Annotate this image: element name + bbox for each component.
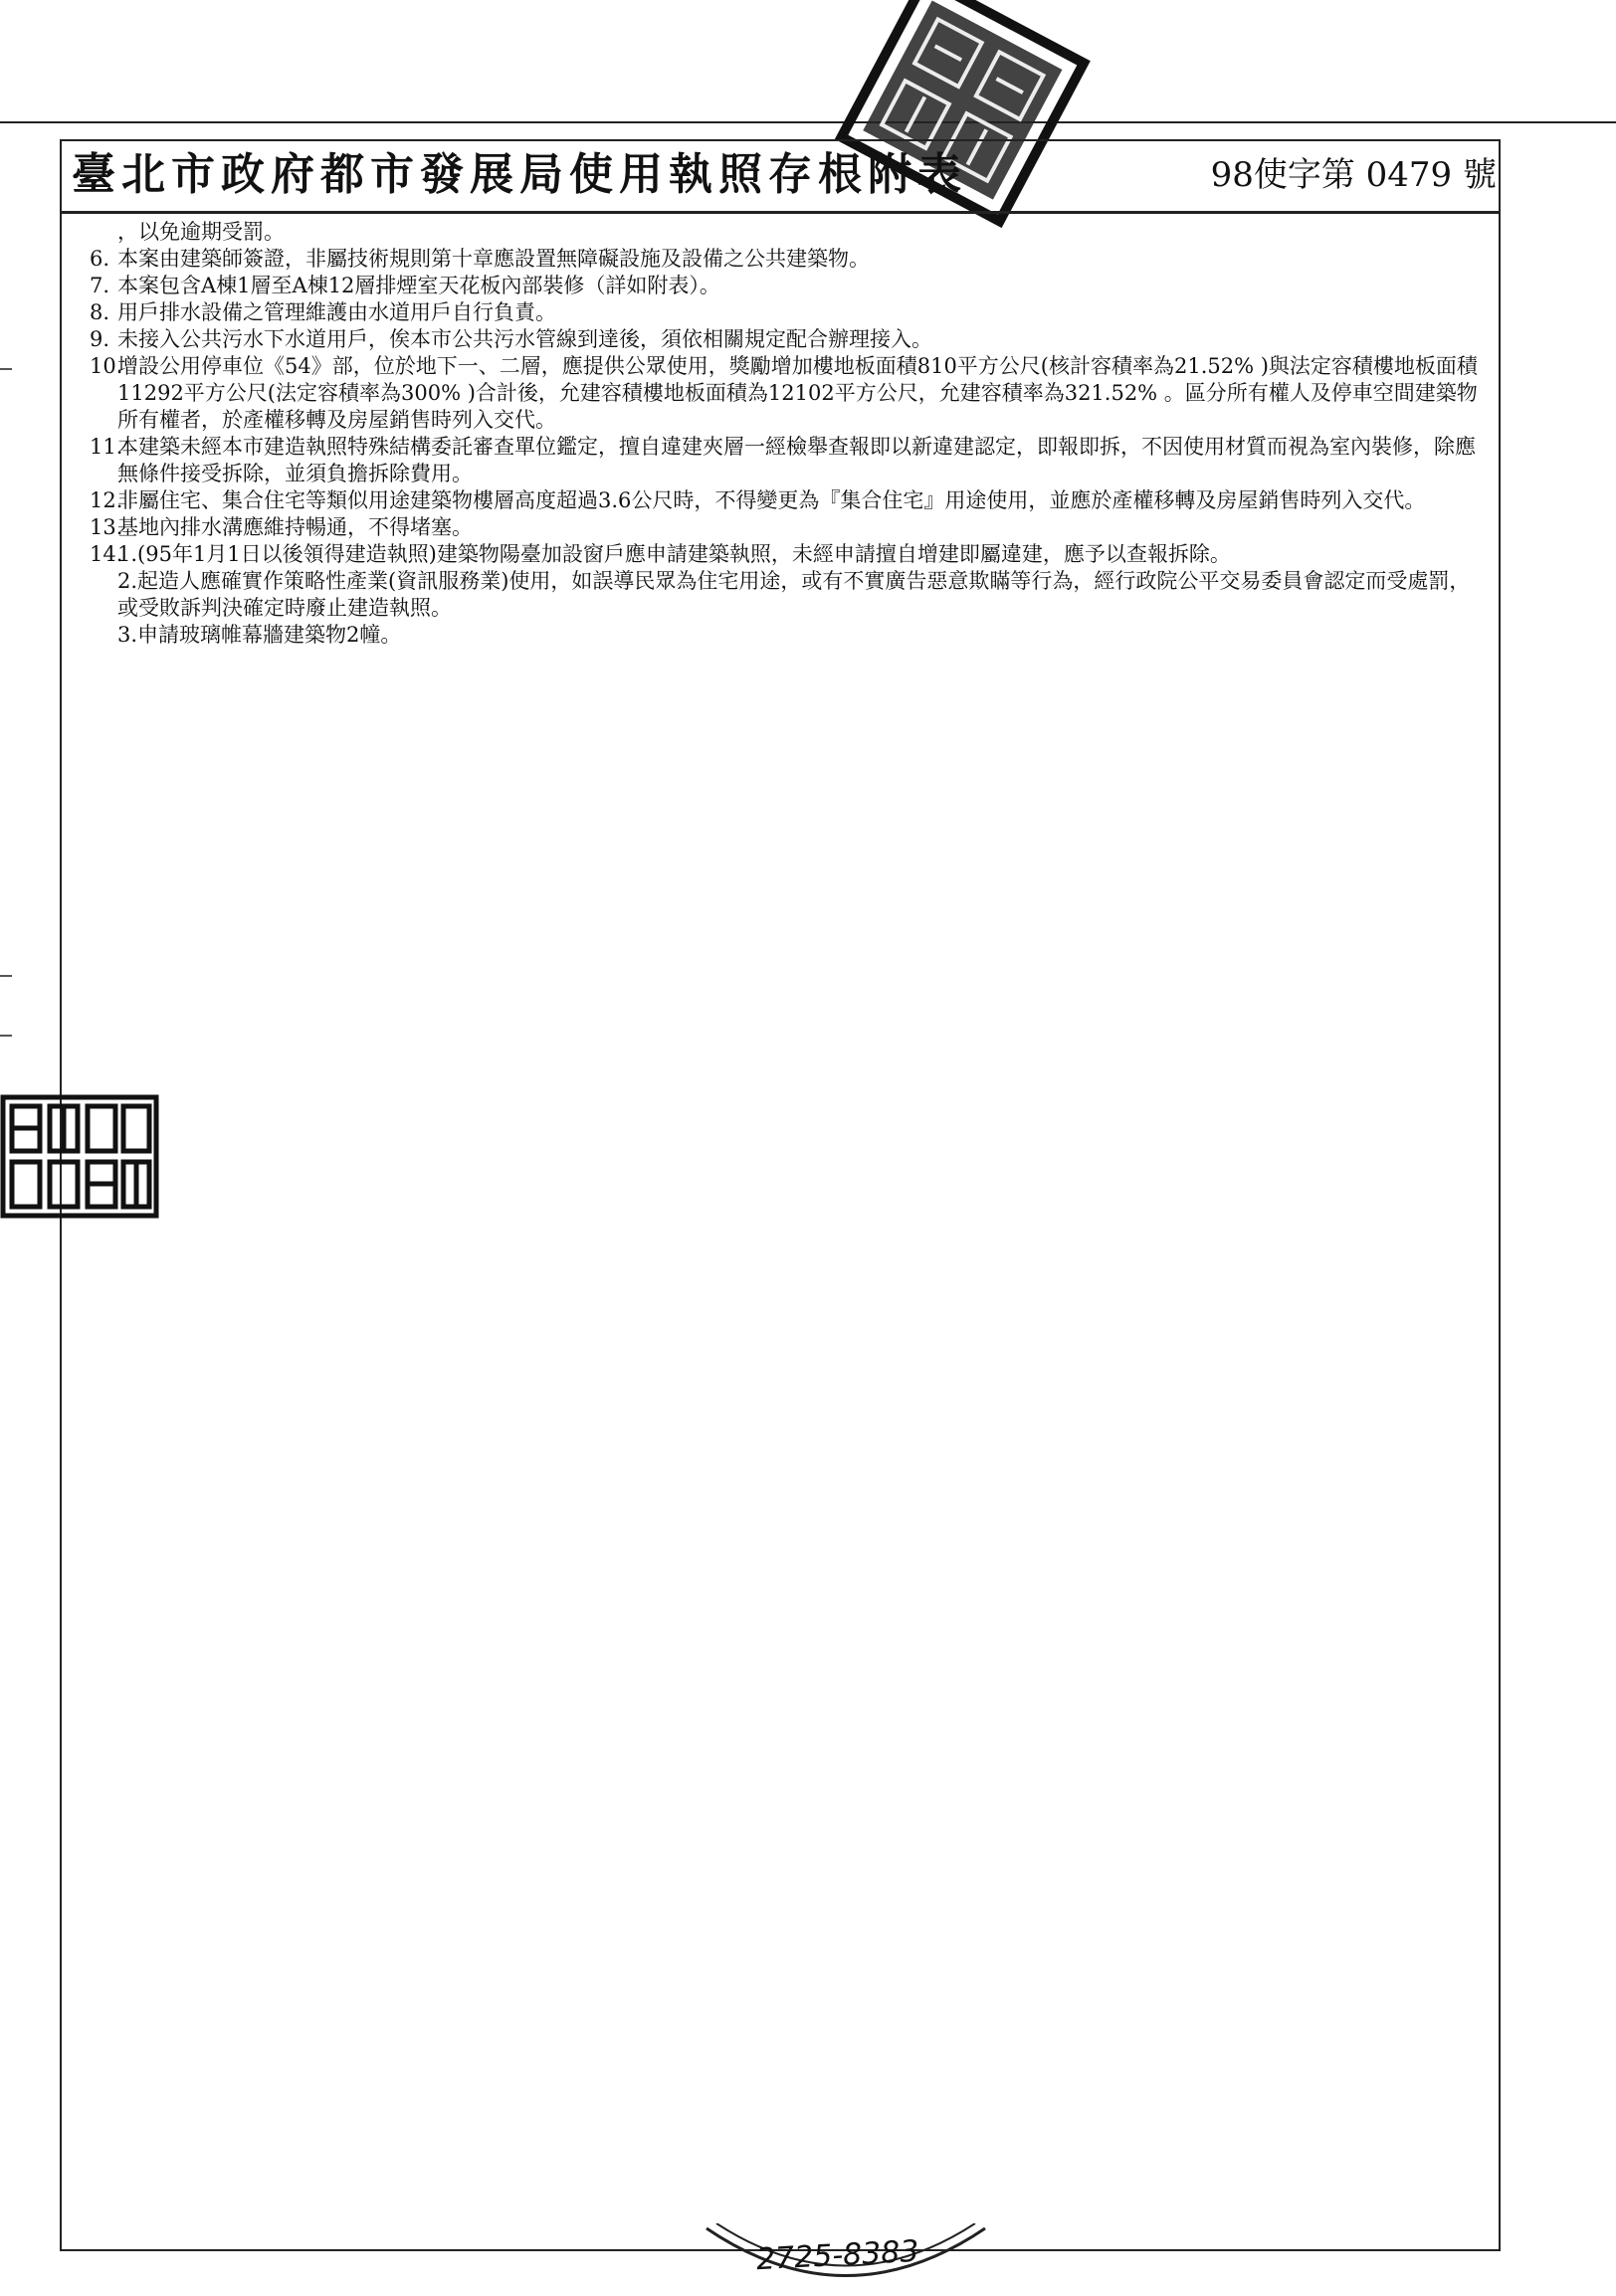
item-text: 用戶排水設備之管理維護由水道用戶自行負責。 (117, 300, 556, 324)
sub-item: 2.起造人應確實作策略性產業(資訊服務業)使用，如誤導民眾為住宅用途，或有不實廣告惡意欺瞞等行為，經行政院公平交易委員會認定而受處罰，或受敗訴判決確定時廢止建造執照。 (117, 569, 1471, 620)
list-item (90, 487, 1483, 514)
margin-tick (0, 1035, 12, 1037)
permit-number: 98使字第 0479 號 (1210, 155, 1497, 195)
list-item (90, 273, 1483, 299)
item-number: 7. (90, 274, 110, 297)
header-rule (60, 211, 1501, 214)
list-item (90, 434, 1483, 487)
item-text: 1.(95年1月1日以後領得建造執照)建築物陽臺加設窗戶應申請建築執照，未經申請擅自增建即屬違建，應予以查報拆除。 (117, 542, 1231, 566)
sub-item: 3.申請玻璃帷幕牆建築物2幢。 (117, 623, 402, 647)
list-item (90, 219, 1483, 246)
item-number: 6. (90, 247, 110, 271)
list-item (90, 353, 1483, 434)
official-seal-left (0, 1094, 159, 1219)
phone-number-stamp: 2725-8383 (755, 2233, 920, 2278)
list-item (90, 326, 1483, 353)
item-text: 未接入公共污水下水道用戶，俟本市公共污水管線到達後，須依相關規定配合辦理接入。 (117, 327, 932, 351)
item-text: 非屬住宅、集合住宅等類似用途建築物樓層高度超過3.6公尺時，不得變更為『集合住宅』用途使用，並應於產權移轉及房屋銷售時列入交代。 (117, 488, 1426, 512)
list-item (90, 514, 1483, 541)
item-number: 9. (90, 327, 110, 351)
conditions-list (90, 219, 1483, 649)
margin-tick (0, 368, 12, 370)
item-number: 10. (90, 354, 123, 378)
list-item (90, 541, 1483, 568)
margin-tick (0, 975, 12, 977)
item-number: 8. (90, 300, 110, 324)
item-text: 本案由建築師簽證，非屬技術規則第十章應設置無障礙設施及設備之公共建築物。 (117, 247, 870, 271)
item-text: 本案包含A棟1層至A棟12層排煙室天花板內部裝修（詳如附表）。 (117, 274, 720, 297)
list-item (90, 299, 1483, 326)
item-text: 本建築未經本市建造執照特殊結構委託審查單位鑑定，擅自違建夾層一經檢舉查報即以新違建認定，即報即拆，不因使用材質而視為室內裝修，除應無條件接受拆除，並須負擔拆除費用。 (117, 435, 1476, 485)
item-number: 14. (90, 542, 123, 566)
item-number: 12. (90, 488, 123, 512)
list-item (90, 246, 1483, 273)
item-text: 增設公用停車位《54》部，位於地下一、二層，應提供公眾使用，獎勵增加樓地板面積810平方公尺(核計容積率為21.52% )與法定容積樓地板面積11292平方公尺(法定容積率為300% )合計後，允建容積樓地板面積為12102平方公尺，允建容積率為321.52% 。區分所有權人及停車空間建築物所有權者，於產權移轉及房屋銷售時列入交代。 (117, 354, 1478, 432)
item-text: 基地內排水溝應維持暢通，不得堵塞。 (117, 515, 473, 539)
item-text: ，以免逾期受罰。 (117, 220, 285, 244)
item-number: 13. (90, 515, 123, 539)
document-title: 臺北市政府都市發展局使用執照存根附表 (72, 149, 967, 200)
item-number: 11. (90, 435, 123, 459)
top-rule (0, 121, 1616, 123)
